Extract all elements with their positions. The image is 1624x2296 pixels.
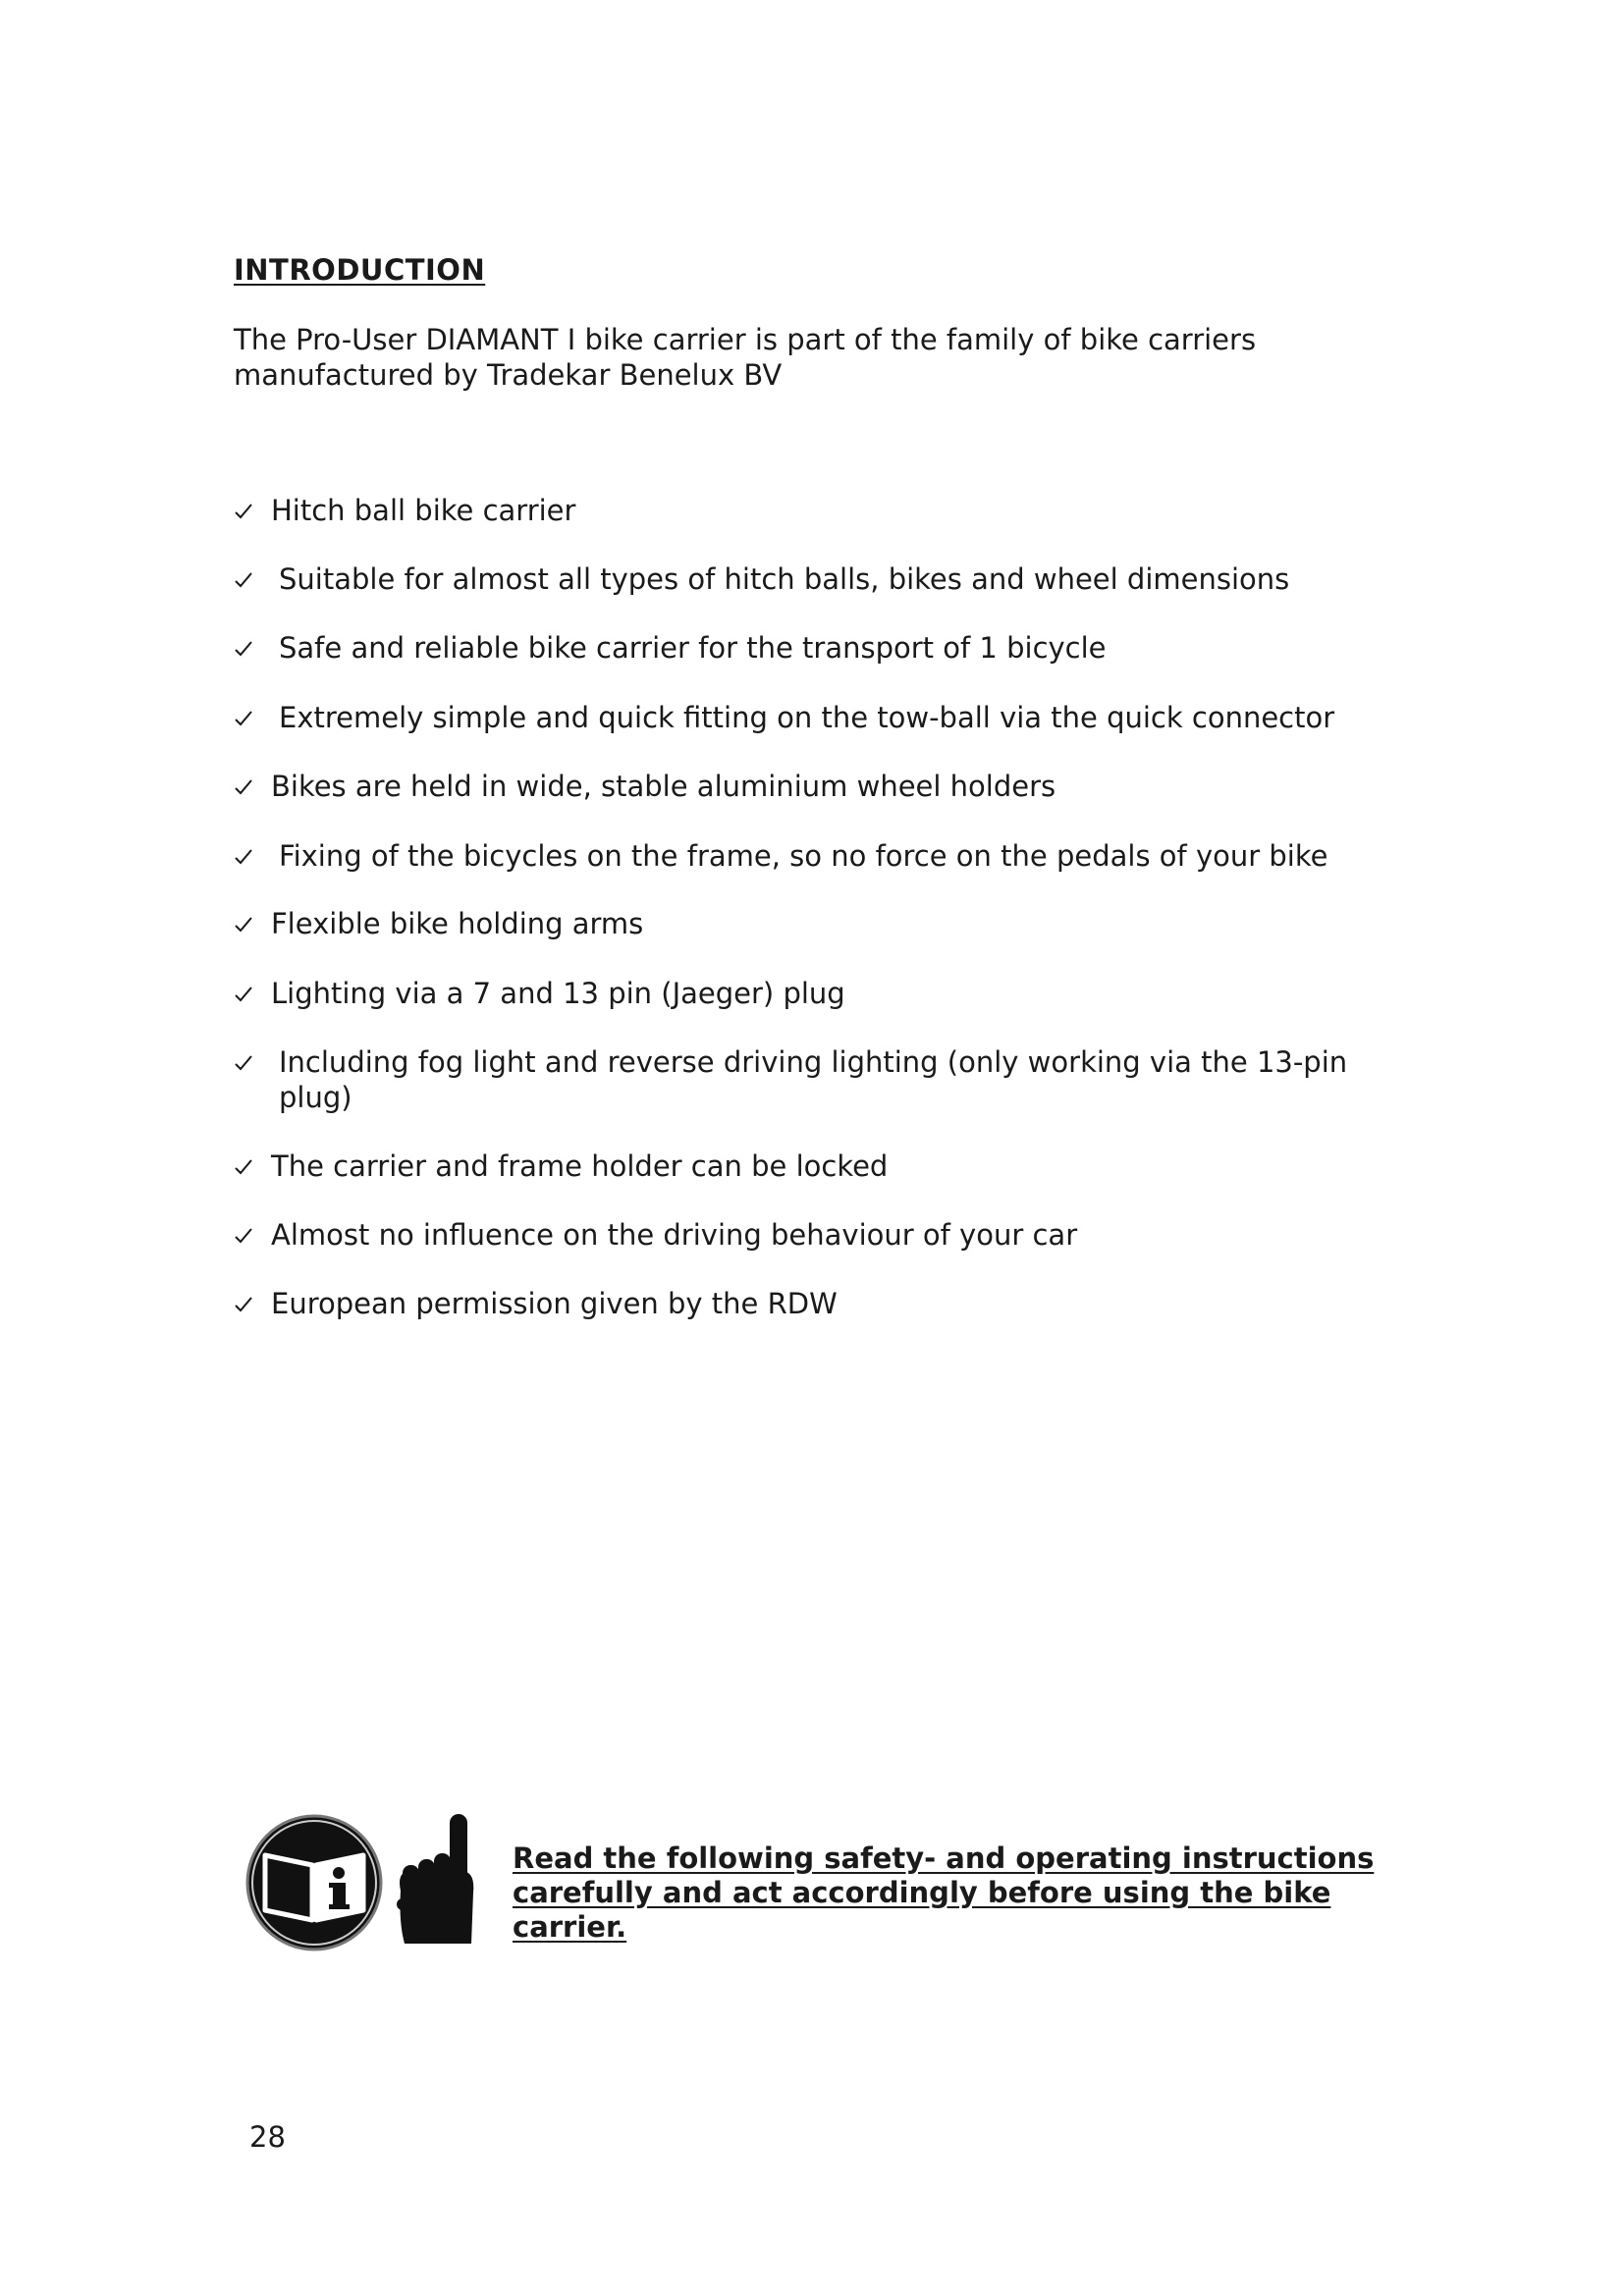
- feature-text: Including fog light and reverse driving lighting (only working via the 13-pin plug): [279, 1045, 1348, 1114]
- feature-item: [234, 1148, 1412, 1184]
- checkmark-icon: [234, 838, 279, 866]
- feature-item: [234, 906, 1412, 941]
- safety-notice: [245, 1814, 1404, 1961]
- section-heading: INTRODUCTION: [234, 253, 486, 287]
- checkmark-icon: [234, 630, 279, 658]
- feature-text: Extremely simple and quick fitting on the tow-ball via the quick connector: [279, 701, 1335, 734]
- feature-text: Fixing of the bicycles on the frame, so no force on the pedals of your bike: [279, 839, 1328, 873]
- read-manual-icon: [245, 1814, 383, 1951]
- feature-text: The carrier and frame holder can be locked: [271, 1149, 889, 1183]
- checkmark-icon: [234, 1217, 271, 1245]
- feature-text: Lighting via a 7 and 13 pin (Jaeger) plug: [271, 977, 845, 1010]
- checkmark-icon: [234, 561, 279, 589]
- checkmark-icon: [234, 1044, 279, 1072]
- feature-item: [234, 700, 1412, 735]
- pointing-hand-icon: [395, 1814, 477, 1944]
- checkmark-icon: [234, 1286, 271, 1313]
- feature-item: [234, 838, 1412, 874]
- checkmark-icon: [234, 906, 271, 934]
- feature-item: [234, 1044, 1412, 1115]
- feature-item: [234, 769, 1412, 804]
- checkmark-icon: [234, 1148, 271, 1176]
- feature-item: [234, 493, 1412, 528]
- feature-text: Safe and reliable bike carrier for the transport of 1 bicycle: [279, 631, 1107, 665]
- feature-item: [234, 976, 1412, 1011]
- feature-text: European permission given by the RDW: [271, 1287, 838, 1320]
- feature-text: Bikes are held in wide, stable aluminium wheel holders: [271, 770, 1056, 803]
- feature-item: [234, 630, 1412, 666]
- checkmark-icon: [234, 976, 271, 1003]
- feature-text: Flexible bike holding arms: [271, 907, 644, 940]
- feature-text: Hitch ball bike carrier: [271, 494, 576, 527]
- feature-text: Suitable for almost all types of hitch balls, bikes and wheel dimensions: [279, 562, 1290, 596]
- feature-text: Almost no influence on the driving behaviour of your car: [271, 1218, 1078, 1252]
- safety-notice-text: Read the following safety- and operating instructions carefully and act accordingly before using the bike carrier.: [513, 1842, 1375, 1944]
- feature-item: [234, 561, 1412, 597]
- checkmark-icon: [234, 700, 279, 727]
- checkmark-icon: [234, 769, 271, 796]
- checkmark-icon: [234, 493, 271, 520]
- page-number: 28: [249, 2120, 286, 2154]
- feature-item: [234, 1286, 1412, 1321]
- feature-item: [234, 1217, 1412, 1253]
- intro-paragraph: The Pro-User DIAMANT I bike carrier is part of the family of bike carriers manufactured by Tradekar Benelux BV: [234, 323, 1257, 392]
